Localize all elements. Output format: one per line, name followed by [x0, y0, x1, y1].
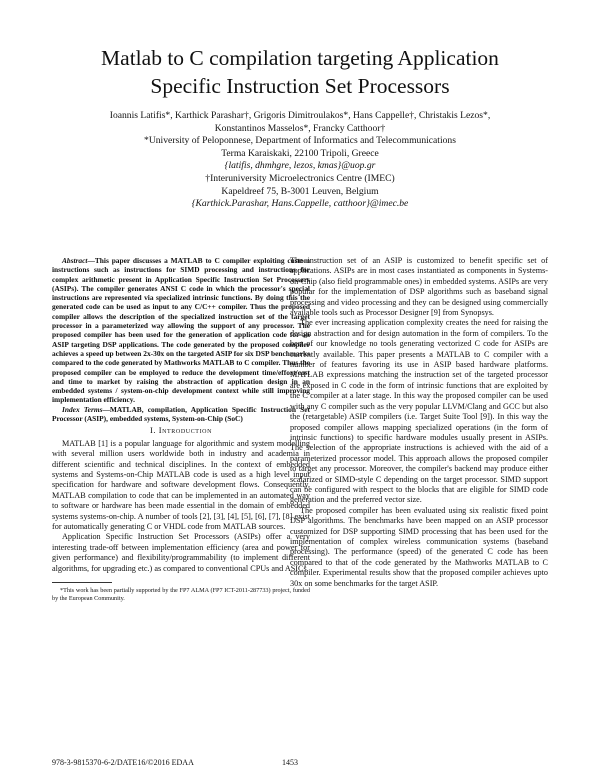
section-heading-introduction: I. Introduction	[149, 426, 213, 436]
body-paragraph: The instruction set of an ASIP is customized to benefit specific set of applications. ASIPs are in most cases instantiated as components in Systems-on-Chip (also field programmable ones) in embedded systems. ASIPs are very popular for the implementation of DSP algorithms such as baseband signal processing and video processing and they can be designed using commercially available tools such as Processor Designer [9] from Synopsys.	[290, 256, 548, 318]
footer-copyright: 978-3-9815370-6-2/DATE16/©2016 EDAA	[52, 758, 194, 767]
author-block	[60, 110, 540, 211]
footnote-marker: *	[60, 587, 64, 595]
abstract	[52, 256, 310, 405]
footnote	[52, 587, 310, 602]
paper-title	[40, 44, 560, 100]
title-line-1: Matlab to C compilation targeting Application	[101, 46, 499, 70]
author-names-line-1: Ioannis Latifis*, Karthick Parashar†, Grigoris Dimitroulakos*, Hans Cappelle†, Christakis Lezos*,	[109, 110, 491, 121]
body-paragraph: MATLAB [1] is a popular language for algorithmic and system modelling with several million users worldwide both in industry and academia in different scientific and technical disciplines. In the context of embedded systems and Systems-on-Chip MATLAB code is used as a high level input specification for hardware and software development flows. Consequently, MATLAB compilation to code that can be implemented in an automated way to software or hardware has been made essential in the domain of embedded systems systems-on-chip. A number of tools [2], [3], [4], [5], [6], [7], [8] exist for automatically generating C or VHDL code from MATLAB sources.	[52, 438, 310, 531]
body-paragraph: Application Specific Instruction Set Processors (ASIPs) offer a very interesting trade-off between implementation efficiency (area and power for given performance) and flexibility/programmability (to implement different algorithms, for upgrading etc.) as compared to conventional CPUs and ASICs.	[52, 532, 310, 573]
affiliation-1: *University of Peloponnese, Department of Informatics and Telecommunications	[144, 135, 456, 147]
abstract-label: Abstract	[62, 256, 88, 265]
email-1: {latifis, dhmhgre, lezos, kmas}@uop.gr	[224, 160, 376, 172]
author-names-line-2: Konstantinos Masselos*, Francky Catthoor†	[214, 122, 386, 134]
body-paragraph: The ever increasing application complexity creates the need for raising the design abstraction and for design automation in the form of compilers. To the best of our knowledge no tools generating vectorized C code for ASIPs are currently available. This paper presents a MATLAB to C compiler with a number of features favoring its use in ASIP based hardware platforms. MATLAB expressions matching the instruction set of the targeted processor are exposed in C code in the form of intrinsic functions that are exploited by the C compiler at a later stage. In this way the proposed compiler can be used with any C compiler such as the very popular LLVM/Clang and GCC but also the (retargetable) ASIP compilers (i.e. Target Suite Tool [9]). In this way the proposed compiler allows mapping specialized operations (in the form of intrinsic functions) to specific hardware modules usually present in ASIPs. The selection of the appropriate instructions is achieved with the aid of a parameterized processor model. This approach allows the proposed compiler to target any processor. Moreover, the compiler's backend may produce either scalarized or SIMD-style C depending on the target processor. SIMD support can be configured with respect to the blocks that are eligible for SIMD code generation and the preferred vector size.	[290, 318, 548, 505]
address-1: Terma Karaiskaki, 22100 Tripoli, Greece	[221, 147, 379, 159]
abstract-text: —This paper discusses a MATLAB to C compiler exploiting custom instructions such as instructions for SIMD processing and instructions for complex arithmetic present in Application Specific Instruction Set Processors (ASIPs). The compiler generates ANSI C code in which the processor's special instructions are represented via specialized intrinsic functions. By doing this the generated code can be used as input to any C/C++ compiler. Thus the proposed compiler allows the description of the specialized instruction set of the target processor in a parameterized way allowing the support of any processor. The proposed compiler has been used for the generation of application code for an ASIP targeting DSP applications. The code generated by the proposed compiler achieves a speed up between 2x-30x on the targeted ASIP for six DSP benchmarks compared to the code generated by Mathworks MATLAB to C compiler. Thus the proposed compiler can be employed to reduce the development time/effort/cost and time to market by raising the abstraction of application design in an embedded systems / system-on-chip development context while still improving implementation efficiency.	[52, 256, 310, 405]
footnote-divider	[52, 582, 112, 583]
affiliation-2: †Interuniversity Microelectronics Centre (IMEC)	[205, 172, 395, 184]
address-2: Kapeldreef 75, B-3001 Leuven, Belgium	[221, 185, 379, 197]
footnote-text: This work has been partially supported by the FP7 ALMA (FP7 ICT-2011-287733) project, funded by the European Community.	[52, 587, 310, 602]
body-paragraph: The proposed compiler has been evaluated using six realistic fixed point DSP algorithms. The benchmarks have been mapped on an ASIP processor customized for DSP supporting SIMD processing that has been used for the implementation of complex wireless communication systems (baseband processing). The performance (speed) of the generated C code has been compared to that of the code generated by the Mathworks MATLAB to C compiler. Experimental results show that the proposed compiler achieves upto 30x on some benchmarks for the target ASIP.	[290, 505, 548, 588]
left-column	[52, 256, 310, 602]
right-column	[290, 256, 548, 589]
title-line-2: Specific Instruction Set Processors	[150, 74, 450, 98]
index-terms-text: —MATLAB, compilation, Application Specific Instruction Set Processor (ASIP), embedded systems, System-on-Chip (SoC)	[52, 404, 310, 424]
index-terms	[52, 405, 310, 424]
email-2: {Karthick.Parashar, Hans.Cappelle, catthoor}@imec.be	[191, 198, 409, 210]
page-number: 1453	[282, 758, 298, 767]
index-terms-label: Index Terms	[62, 404, 103, 414]
